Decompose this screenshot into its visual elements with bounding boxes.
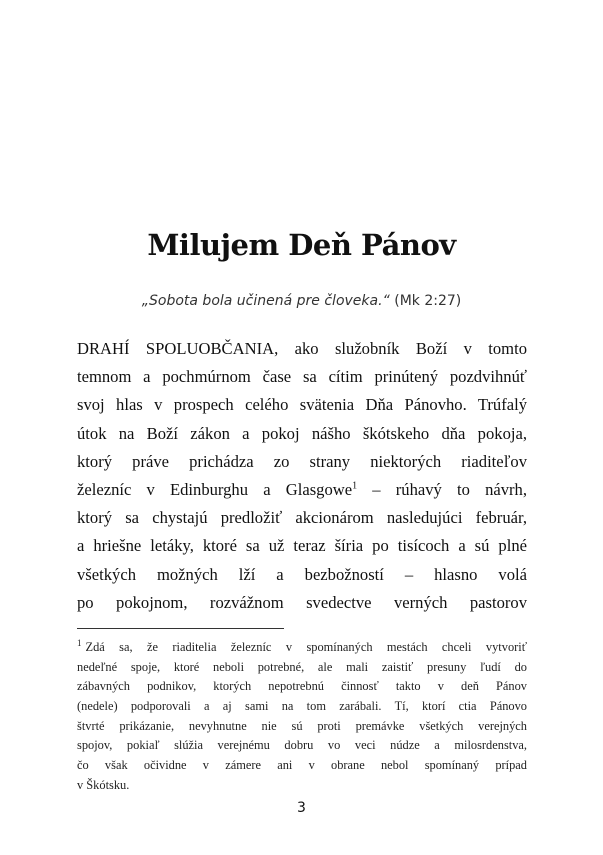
epigraph [0,293,603,309]
footnote-line: nedeľné spoje, ktoré neboli potrebné, ale mali zaistiť presuny ľudí do [77,659,527,674]
epigraph-quote: „Sobota bola učinená pre človeka.“ [141,293,390,309]
epigraph-reference: (Mk 2:27) [394,293,462,309]
footnote-separator [77,628,284,629]
footnote-line: zábavných podnikov, ktorých nepotrebnú činnosť takto v deň Pánov [77,679,527,694]
body-line: útok na Boží zákon a pokoj nášho škótskeho dňa pokoja, [77,423,527,443]
footnote-line-text: Zdá sa, že riaditelia železníc v spomínaných mestách chceli vytvoriť [85,640,527,654]
footnote-line: v Škótsku. [77,777,130,792]
footnote [77,638,527,796]
body-paragraph [77,335,527,617]
body-line: po pokojnom, rozvážnom svedectve verných pastorov [77,592,527,612]
body-line: svoj hlas v prospech celého svätenia Dňa Pánovho. Trúfalý [77,395,527,415]
body-line: a hriešne letáky, ktoré sa už teraz šíria po tisícoch a sú plné [77,536,527,556]
chapter-title: Milujem Deň Pánov [147,228,456,262]
body-line: ktorý sa chystajú predložiť akcionárom nasledujúci február, [77,508,527,528]
footnote-marker[interactable]: 1 [352,480,358,492]
body-line-text: železníc v Edinburghu a Glasgowe [77,479,353,499]
footnote-line: spojov, pokiaľ slúžia verejnému dobru vo veci núdze a milosrdenstva, [77,738,527,753]
body-line: všetkých možných lží a bezbožností – hlasno volá [77,564,527,584]
page-number: 3 [297,800,306,816]
body-line-with-footnote [77,476,527,504]
body-line-text-tail: – rúhavý to návrh, [357,479,528,499]
footnote-line [77,638,527,658]
body-line: temnom a pochmúrnom čase sa cítim prinútený pozdvihnúť [77,367,527,387]
footnote-line: štvrté prikázanie, nevyhnutne nie sú proti premávke všetkých verejných [77,718,527,733]
body-line: ktorý práve prichádza zo strany niektorých riaditeľov [77,451,527,471]
footnote-line: (nedele) podporovali a aj sami na tom zarábali. Tí, ktorí ctia Pánovo [77,699,527,714]
body-line: DRAHÍ SPOLUOBČANIA, ako služobník Boží v tomto [77,339,527,358]
footnote-number: 1 [77,637,82,648]
footnote-line: čo však očividne v zámere ani v obrane nebol spomínaný prípad [77,758,527,773]
